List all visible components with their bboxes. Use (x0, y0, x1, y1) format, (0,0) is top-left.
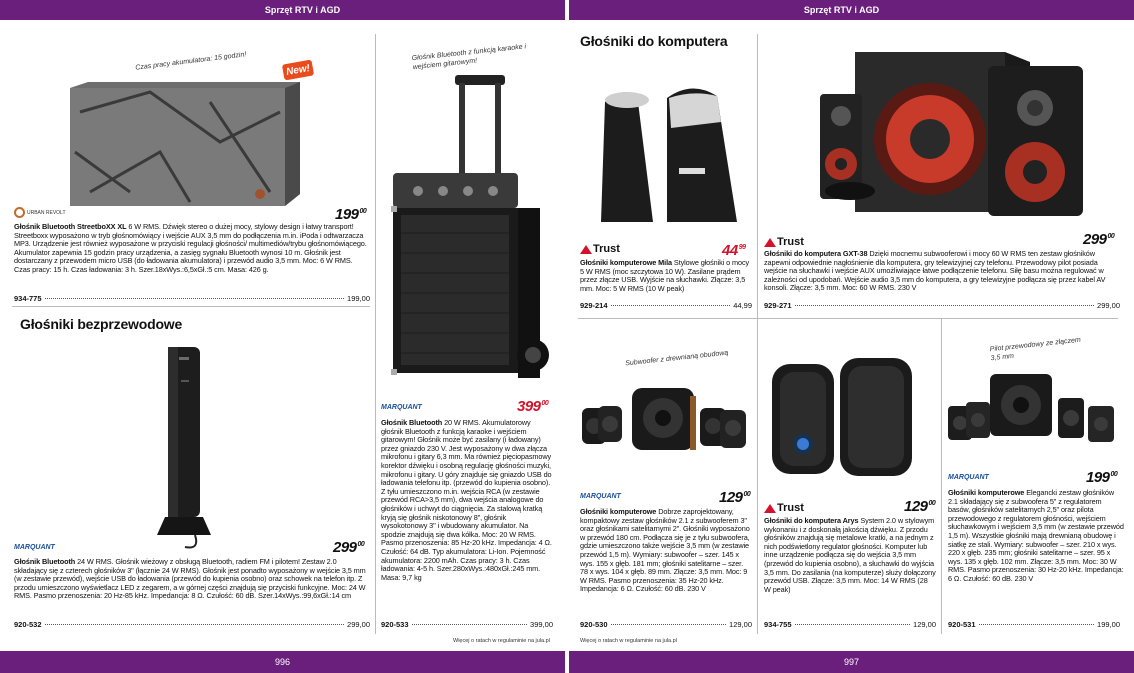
mila-speakers-image (597, 82, 747, 232)
handwritten-note: Pilot przewodowy ze złączem 3,5 mm (989, 336, 1082, 363)
right-page-header (569, 0, 1134, 20)
sku-line-tower (14, 620, 370, 629)
product-name: Głośnik Bluetooth StreetboXX XL (14, 222, 127, 231)
sku-line-trolley (381, 620, 553, 629)
trust-logo: Trust (764, 236, 804, 248)
marquant-logo: MARQUANT (381, 404, 422, 411)
price-mila: $44^{99}$ (722, 242, 746, 259)
right-page-number: 997 (843, 657, 860, 667)
handwritten-note: Głośnik Bluetooth z funkcją karaoke i wejściem gitarowym! (411, 43, 527, 72)
handwritten-note: Czas pracy akumulatora: 15 godzin! (134, 51, 247, 72)
sku-line-streetbox (14, 294, 370, 303)
set21-speakers-image (582, 378, 752, 458)
sku: 934-755 (764, 620, 792, 629)
divider (12, 306, 370, 307)
divider (757, 34, 758, 634)
sku: 920-532 (14, 620, 42, 629)
new-badge: New! (282, 60, 314, 81)
divider (941, 318, 942, 634)
sku: 929-271 (764, 301, 792, 310)
handwritten-note: Subwoofer z drewnianą obudową (624, 349, 729, 368)
price-line: 199,00 (347, 294, 370, 303)
price-tower: $299^{00}$ (333, 539, 365, 556)
product-name: Głośniki do komputera GXT-38 (764, 249, 868, 258)
sku: 920-533 (381, 620, 409, 629)
product-name: Głośnik Bluetooth (381, 418, 443, 427)
gxt38-speakers-image (820, 44, 1125, 230)
sku-line-mila (580, 301, 752, 310)
product-description-wood: Głośniki komputerowe Elegancki zestaw głośników 2.1 składający się z subwoofera 5" z regulatorem basów, głośników satelitarnych 2,5" oraz pilota przewodowego z regulatorem głośności, wejściem słuchawkowym i wejściem 3,5 mm (w zestawie przewód 1,5 m). Wszystkie głośniki mają drewnianą obudowę i siatkę ze stali. Wymiary: subwoofer – szer. 210 x wys. 220 x głęb. 235 mm; głośniki satelitarne – szer. 95 x wys. 135 x głęb. 102 mm. Złącze: 3,5 mm. Moc: 30 W RMS. Pasmo przenoszenia: 30 Hz-20 kHz. Impedancja: 6 Ω. Czułość: 60 dB. 230 V (948, 488, 1124, 583)
trolley-speaker-image (383, 73, 553, 391)
product-name: Głośniki komputerowe Mila (580, 258, 672, 267)
price-streetbox: $199^{00}$ (335, 206, 367, 223)
price-line: 44,99 (733, 301, 752, 310)
streetbox-speaker-image (70, 82, 300, 207)
left-section-label: Sprzęt RTV i AGD (264, 5, 341, 15)
price-gxt38: $299^{00}$ (1083, 231, 1115, 248)
sku: 934-775 (14, 294, 42, 303)
price-line: 399,00 (530, 620, 553, 629)
price-wood: $199^{00}$ (1086, 469, 1118, 486)
sku-line-wood (948, 620, 1120, 629)
sku: 920-531 (948, 620, 976, 629)
product-name: Głośnik Bluetooth (14, 557, 76, 566)
product-description-mila: Głośniki komputerowe Mila Stylowe głośniki o mocy 5 W RMS (moc szczytowa 10 W). Zasilane prądem przez złącze USB. Wyjście na słuchawki. Złącze: 3,5 mm. Moc: 5 W RMS (10 W peak) (580, 258, 750, 293)
left-page-footer (0, 651, 565, 673)
section-title-wireless: Głośniki bezprzewodowe (20, 316, 183, 332)
left-page-header (0, 0, 565, 20)
sku-line-gxt38 (764, 301, 1120, 310)
product-description-set21: Głośniki komputerowe Dobrze zaprojektowany, kompaktowy zestaw głośników 2.1 z subwooferem 3" oraz głośnikami satelitarnymi 2". Głośniki wyposażono w przewód 180 cm. Podłącza się je z tyłu subwoofera, gdzie umieszczono także wejście 3,5 mm (w zestawie przewód 1,5 m). Wymiary: subwoofer – szer. 145 x wys. 155 x głęb. 181 mm; głośniki satelitarne – szer. 78 x wys. 104 x głęb. 89 mm. Złącze: 3,5 mm. Moc: 9 W RMS. Pasmo przenoszenia: 35 Hz-20 kHz. Impedancja: 6 Ω. Czułość: 60 dB. 230 V (580, 507, 750, 594)
arys-speakers-image (772, 358, 922, 483)
product-description-trolley: Głośnik Bluetooth 20 W RMS. Akumulatorowy głośnik Bluetooth z funkcją karaoke i wejściem gitarowym! Głośnik może być zasilany (i ładowany) przez gniazdo 230 V. Jest wyposażony w dwa złącza mikrofonu i gitary 6,3 mm. Ma również pięciopasmowy korektor dźwięku i osobną regulację głośności muzyki, mikrofonu i gitary. U góry znajduje się gniazdo USB do ładowania telefonu itp. (przewód do kupienia osobno). Z tyłu umieszczono m.in. wejścia RCA (w zestawie przewód RCA>3,5 mm), dwa wejścia analogowe do głośników i uchwyt do ciągnięcia. Za stalową kratką kryją się głośnik niskotonowy 8", głośnik wysokotonowy 3" i wbudowany akumulator. Na spodzie znajdują się dwa kółka. Moc: 20 W RMS. Pasmo przenoszenia: 85 Hz-20 kHz. Impedancja: 4 Ω. Czułość: 64 dB. Typ akumulatora: Li-Ion. Pojemność akumulatora: 2200 mAh. Czas pracy: 3 h. Czas ładowania: 4-5 h. Szer.280xWys.:480xGł.:245 mm. Masa: 9,7 kg (381, 418, 552, 582)
right-section-label: Sprzęt RTV i AGD (803, 5, 880, 15)
price-line: 199,00 (1097, 620, 1120, 629)
price-arys: $129^{00}$ (904, 498, 936, 515)
urban-revolt-logo: URBAN REVOLT (14, 207, 66, 218)
sku-line-arys (764, 620, 936, 629)
sku: 920-530 (580, 620, 608, 629)
trust-logo: Trust (764, 502, 804, 514)
product-name: Głośniki komputerowe (948, 488, 1025, 497)
marquant-logo: MARQUANT (14, 544, 55, 551)
divider (578, 318, 1118, 319)
marquant-logo: MARQUANT (580, 493, 621, 500)
product-description-gxt38: Głośniki do komputera GXT-38 Dzięki mocnemu subwooferowi i mocy 60 W RMS ten zestaw głośników zapewni odpowiednie nagłośnienie dla komputera, gry telewizyjnej czy telefonu. Przewodowy pilot posiada wejście na słuchawki i wejście AUX umożliwiające łatwe podłączenie telefonu. Siłę basu można regulować w zależności od upodobań. Wejście audio 3,5 mm do komputera, a gry telewizyjne podłącza się przez kabel AV konsoli. Złącze: 3,5 mm. Moc: 60 W RMS. 230 V (764, 249, 1106, 293)
left-page-number: 996 (274, 657, 291, 667)
price-line: 299,00 (1097, 301, 1120, 310)
product-name: Głośniki komputerowe (580, 507, 657, 516)
divider (375, 34, 376, 634)
product-description-arys: Głośniki do komputera Arys System 2.0 w stylowym wykonaniu i z doskonałą jakością dźwięku. Z przodu głośników znajdują się metalowe kratki, a na jednym z nich podświetlony regulator głośności. Komputer lub inne urządzenie podłącza się do wejścia 3,5 mm (przewód do kupienia osobno), a słuchawki do wyjścia 3,5 mm. Do zasilania (na komputerze) służy dołączony przewód USB. Złącze: 3,5 mm. Moc: 14 W RMS (28 W peak) (764, 516, 936, 594)
marquant-logo: MARQUANT (948, 474, 989, 481)
installments-note: Więcej o ratach w regulaminie na jula.pl (580, 638, 677, 644)
tower-speaker-image (155, 345, 215, 550)
product-name: Głośniki do komputera Arys (764, 516, 859, 525)
sku: 929-214 (580, 301, 608, 310)
price-line: 299,00 (347, 620, 370, 629)
price-line: 129,00 (913, 620, 936, 629)
installments-note: Więcej o ratach w regulaminie na jula.pl (453, 638, 550, 644)
wood-speakers-image (948, 370, 1124, 448)
price-trolley: $399^{00}$ (517, 398, 549, 415)
trust-logo: Trust (580, 243, 620, 255)
section-title-computer: Głośniki do komputera (580, 33, 728, 49)
product-description-tower: Głośnik Bluetooth 24 W RMS. Głośnik wieżowy z obsługą Bluetooth, radiem FM i pilotem! Zestaw 2.0 składający się z czterech głośników 3" (łącznie 24 W RMS). Głośnik jest ponadto wyposażony w wejście 3,5 mm (w zestawie przewód), wejście USB do ładowania (przewód do kupienia osobno) oraz schowek na telefon itp. Z przodu umieszczono wyświetlacz LED z zegarem, a w górnej części znajdują się przyciski funkcyjne. Moc: 24 W RMS. Pasmo przenoszenia: 20 Hz-85 kHz. Impedancja: 8 Ω. Czułość: 60 dB. Szer.14xWys.:99,6xGł.:14 cm (14, 557, 366, 601)
price-line: 129,00 (729, 620, 752, 629)
right-page-footer (569, 651, 1134, 673)
sku-line-set21 (580, 620, 752, 629)
price-set21: $129^{00}$ (719, 489, 751, 506)
product-description-streetbox: Głośnik Bluetooth StreetboXX XL 6 W RMS. Dźwięk stereo o dużej mocy, stylowy design i łatwy transport! Streetboxx wyposażono w tryb głośnomówiący i wejście AUX 3,5 mm do podłączenia m.in. iPoda i odtwarzacza MP3. Urządzenie jest również wyposażone w przyciski regulacji głośności/ multimediów/trybu głośnomówiącego. Akumulator zapewnia 15 godzin pracy urządzenia, a zasięg sygnału Bluetooth wynosi 10 m. Głośnik jest dostarczany z przewodem micro USB (do ładowania akumulatora) i przewód audio 3,5 mm. Moc: 6 W RMS. Czas pracy: 15 h. Czas ładowania: 3 h. Szer.18xWys.:6,5xGł.:5 cm. Masa: 426 g. (14, 222, 367, 274)
